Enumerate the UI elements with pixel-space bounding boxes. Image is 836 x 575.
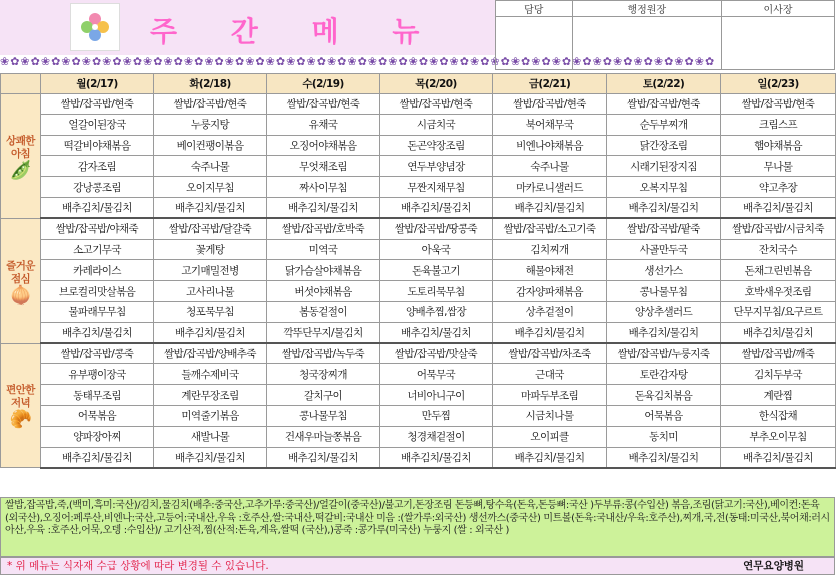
menu-item-cell: 북어채무국 xyxy=(493,114,607,135)
menu-item-cell: 순두부찌개 xyxy=(607,114,721,135)
menu-item-cell: 동치미 xyxy=(607,426,721,447)
menu-row xyxy=(1,197,836,218)
approval-sign-cell xyxy=(721,17,834,70)
menu-item-cell: 쌀밥/잡곡밥/야채죽 xyxy=(41,218,154,239)
menu-item-cell: 쌀밥/잡곡밥/땅콩죽 xyxy=(380,218,493,239)
meal-label-line: 상쾌한 xyxy=(6,134,35,147)
menu-item-cell: 닭가슴살야채볶음 xyxy=(267,260,380,281)
menu-item-cell: 감자양파채볶음 xyxy=(493,281,607,302)
menu-item-cell: 무짠지채무침 xyxy=(380,177,493,198)
menu-item-cell: 어묵볶음 xyxy=(607,405,721,426)
menu-item-cell: 배추김치/물김치 xyxy=(154,322,267,343)
menu-item-cell: 마카로니샐러드 xyxy=(493,177,607,198)
menu-item-cell: 너비아니구이 xyxy=(380,385,493,406)
menu-item-cell: 약고추장 xyxy=(721,177,836,198)
onion-icon: 🧅 xyxy=(9,284,32,306)
menu-item-cell: 쌀밥/잡곡밥/콩죽 xyxy=(41,343,154,364)
meal-header-cell xyxy=(1,74,41,94)
title-band xyxy=(0,0,495,55)
menu-item-cell: 도토리묵무침 xyxy=(380,281,493,302)
menu-item-cell: 부추오이무침 xyxy=(721,426,836,447)
menu-item-cell: 돈곤약장조림 xyxy=(380,135,493,156)
menu-row xyxy=(1,239,836,260)
flower-logo-icon xyxy=(70,3,120,51)
menu-item-cell: 배추김치/물김치 xyxy=(721,447,836,468)
menu-item-cell: 사골만두국 xyxy=(607,239,721,260)
menu-row xyxy=(1,426,836,447)
menu-item-cell: 잔치국수 xyxy=(721,239,836,260)
grape-vine-decoration: ❀✿❀✿❀✿❀✿❀✿❀✿❀✿❀✿❀✿❀✿❀✿❀✿❀✿❀✿❀✿❀✿❀✿❀✿❀✿❀✿❀✿❀✿❀✿❀✿❀✿❀✿❀✿❀✿❀✿❀✿❀✿❀✿❀✿❀✿❀✿ xyxy=(0,55,716,68)
menu-item-cell: 시래기된장지짐 xyxy=(607,156,721,177)
menu-item-cell: 햄야채볶음 xyxy=(721,135,836,156)
menu-row xyxy=(1,156,836,177)
menu-item-cell: 어묵무국 xyxy=(380,364,493,385)
menu-item-cell: 오이지무침 xyxy=(154,177,267,198)
menu-item-cell: 새발나물 xyxy=(154,426,267,447)
menu-item-cell: 배추김치/물김치 xyxy=(267,197,380,218)
day-header-cell: 목(2/20) xyxy=(380,74,493,94)
menu-item-cell: 한식잡채 xyxy=(721,405,836,426)
menu-item-cell: 짜사이무침 xyxy=(267,177,380,198)
menu-item-cell: 마파두부조림 xyxy=(493,385,607,406)
menu-item-cell: 숙주나물 xyxy=(154,156,267,177)
bread-icon: 🥐 xyxy=(9,409,32,431)
menu-row xyxy=(1,405,836,426)
approval-director: 행정원장 xyxy=(572,1,721,17)
day-header-row xyxy=(1,74,836,94)
day-header-cell: 수(2/19) xyxy=(267,74,380,94)
menu-item-cell: 김치찌개 xyxy=(493,239,607,260)
weekly-menu-table xyxy=(0,73,836,469)
origin-notes: 쌀밥,잡곡밥,죽,(백미,흑미:국산)/김치,물김치(배추:중국산,고추가루:중국산)/얼갈이(중국산)/불고기,돈장조림 돈등뼈,탕수육(돈육,돈등뼈:국산 )두부류:콩(수입산) 볶음,조림(닭고기:국산),베이컨:돈육(외국산),오징어:페루산,비엔나:국산,고등어:국내산,우육 :호주산,쌀:국내산,떡갈비:국내산 미음 :(쌀가루:외국산) 생선까스(중국산) 미트볼(돈육:국내산/우육:호주산),찌개,국,전(동태:미국산,북어채:러시아산,우육 :호주산,어묵,오뎅 :수입산)/ 고기산적,찜(산적:돈육,계육,쌀떡 (국산),)콩죽 :콩가루(미국산) 누룽지 (쌀 : 외국산 ) xyxy=(0,497,835,557)
menu-item-cell: 배추김치/물김치 xyxy=(41,322,154,343)
menu-item-cell: 카레라이스 xyxy=(41,260,154,281)
menu-item-cell: 청포묵무침 xyxy=(154,301,267,322)
menu-item-cell: 배추김치/물김치 xyxy=(380,197,493,218)
menu-item-cell: 콩나물무침 xyxy=(267,405,380,426)
meal-label-cell xyxy=(1,218,41,343)
menu-row xyxy=(1,135,836,156)
menu-item-cell: 쌀밥/잡곡밥/녹두죽 xyxy=(267,343,380,364)
menu-item-cell: 배추김치/물김치 xyxy=(380,447,493,468)
menu-row xyxy=(1,114,836,135)
change-notice: * 위 메뉴는 식자재 수급 상황에 따라 변경될 수 있습니다. xyxy=(7,560,269,572)
menu-item-cell: 버섯야채볶음 xyxy=(267,281,380,302)
menu-item-cell: 건새우마늘쫑볶음 xyxy=(267,426,380,447)
day-header-cell: 금(2/21) xyxy=(493,74,607,94)
menu-item-cell: 토란감자탕 xyxy=(607,364,721,385)
menu-row xyxy=(1,322,836,343)
menu-item-cell: 양파장아찌 xyxy=(41,426,154,447)
menu-item-cell: 쌀밥/잡곡밥/소고기죽 xyxy=(493,218,607,239)
menu-item-cell: 떡갈비야채볶음 xyxy=(41,135,154,156)
menu-item-cell: 쌀밥/잡곡밥/현죽 xyxy=(607,94,721,115)
menu-item-cell: 쌀밥/잡곡밥/현죽 xyxy=(493,94,607,115)
menu-item-cell: 무나물 xyxy=(721,156,836,177)
meal-label-line: 점심 xyxy=(10,272,31,285)
menu-item-cell: 쌀밥/잡곡밥/현죽 xyxy=(41,94,154,115)
menu-item-cell: 시금치국 xyxy=(380,114,493,135)
menu-item-cell: 꽃게탕 xyxy=(154,239,267,260)
menu-row xyxy=(1,94,836,115)
menu-item-cell: 크림스프 xyxy=(721,114,836,135)
menu-item-cell: 오징어야채볶음 xyxy=(267,135,380,156)
menu-item-cell: 미역국 xyxy=(267,239,380,260)
menu-row xyxy=(1,385,836,406)
page-title: 주 간 메 뉴 xyxy=(150,15,442,48)
menu-item-cell: 배추김치/물김치 xyxy=(41,197,154,218)
menu-item-cell: 닭간장조림 xyxy=(607,135,721,156)
menu-body xyxy=(1,94,836,468)
header xyxy=(0,0,835,70)
menu-item-cell: 배추김치/물김치 xyxy=(493,197,607,218)
menu-item-cell: 콩나물무침 xyxy=(607,281,721,302)
meal-label-cell xyxy=(1,343,41,468)
meal-label-line: 편안한 xyxy=(6,384,35,397)
menu-row xyxy=(1,177,836,198)
meal-label-line: 즐거운 xyxy=(6,259,35,272)
menu-item-cell: 배추김치/물김치 xyxy=(154,447,267,468)
meal-label-line: 아침 xyxy=(10,147,31,160)
menu-item-cell: 동태무조림 xyxy=(41,385,154,406)
menu-item-cell: 만두찜 xyxy=(380,405,493,426)
menu-item-cell: 단무지무침/요구르트 xyxy=(721,301,836,322)
menu-item-cell: 들깨수제비국 xyxy=(154,364,267,385)
meal-label-line: 저녁 xyxy=(10,397,31,410)
approval-box xyxy=(495,0,835,70)
menu-item-cell: 근대국 xyxy=(493,364,607,385)
menu-item-cell: 강낭콩조림 xyxy=(41,177,154,198)
peas-icon: 🫛 xyxy=(9,159,32,181)
menu-item-cell: 고기매밀전병 xyxy=(154,260,267,281)
approval-chairman: 이사장 xyxy=(721,1,834,17)
menu-item-cell: 배추김치/물김치 xyxy=(721,322,836,343)
footer xyxy=(0,557,835,575)
menu-item-cell: 배추김치/물김치 xyxy=(607,197,721,218)
approval-manager: 담당 xyxy=(496,1,573,17)
menu-item-cell: 시금치나물 xyxy=(493,405,607,426)
menu-item-cell: 배추김치/물김치 xyxy=(380,322,493,343)
menu-item-cell: 비엔나야채볶음 xyxy=(493,135,607,156)
menu-item-cell: 쌀밥/잡곡밥/깨죽 xyxy=(721,343,836,364)
menu-item-cell: 해물야채전 xyxy=(493,260,607,281)
menu-item-cell: 어묵볶음 xyxy=(41,405,154,426)
menu-item-cell: 깍뚜단무지/물김치 xyxy=(267,322,380,343)
menu-item-cell: 쌀밥/잡곡밥/현죽 xyxy=(154,94,267,115)
menu-item-cell: 돈육불고기 xyxy=(380,260,493,281)
hospital-name: 연무요양병원 xyxy=(743,560,804,572)
menu-item-cell: 미역줄기볶음 xyxy=(154,405,267,426)
menu-item-cell: 쌀밥/잡곡밥/달걀죽 xyxy=(154,218,267,239)
menu-item-cell: 청경채겉절이 xyxy=(380,426,493,447)
menu-item-cell: 배추김치/물김치 xyxy=(41,447,154,468)
menu-item-cell: 아욱국 xyxy=(380,239,493,260)
menu-item-cell: 쌀밥/잡곡밥/차조죽 xyxy=(493,343,607,364)
menu-item-cell: 호박새우젓조림 xyxy=(721,281,836,302)
menu-item-cell: 돈채그린빈볶음 xyxy=(721,260,836,281)
menu-item-cell: 오이피클 xyxy=(493,426,607,447)
menu-item-cell: 배추김치/물김치 xyxy=(493,447,607,468)
menu-item-cell: 유채국 xyxy=(267,114,380,135)
menu-item-cell: 고사리나물 xyxy=(154,281,267,302)
menu-item-cell: 배추김치/물김치 xyxy=(607,447,721,468)
menu-item-cell: 누룽지탕 xyxy=(154,114,267,135)
menu-row xyxy=(1,343,836,364)
menu-item-cell: 쌀밥/잡곡밥/맛살죽 xyxy=(380,343,493,364)
menu-item-cell: 쌀밥/잡곡밥/누룽지죽 xyxy=(607,343,721,364)
day-header-cell: 토(2/22) xyxy=(607,74,721,94)
menu-item-cell: 생선가스 xyxy=(607,260,721,281)
menu-item-cell: 유부팽이장국 xyxy=(41,364,154,385)
menu-item-cell: 소고기무국 xyxy=(41,239,154,260)
menu-item-cell: 봄동겉절이 xyxy=(267,301,380,322)
menu-item-cell: 돈육김치볶음 xyxy=(607,385,721,406)
menu-item-cell: 쌀밥/잡곡밥/현죽 xyxy=(267,94,380,115)
menu-item-cell: 배추김치/물김치 xyxy=(607,322,721,343)
day-header-cell: 일(2/23) xyxy=(721,74,836,94)
menu-row xyxy=(1,281,836,302)
menu-item-cell: 갈치구이 xyxy=(267,385,380,406)
menu-row xyxy=(1,447,836,468)
menu-item-cell: 쌀밥/잡곡밥/팥죽 xyxy=(607,218,721,239)
menu-item-cell: 계란찜 xyxy=(721,385,836,406)
menu-item-cell: 쌀밥/잡곡밥/현죽 xyxy=(721,94,836,115)
day-header-cell: 화(2/18) xyxy=(154,74,267,94)
approval-sign-cell xyxy=(496,17,573,70)
menu-item-cell: 상추겉절이 xyxy=(493,301,607,322)
meal-label-cell xyxy=(1,94,41,219)
menu-item-cell: 배추김치/물김치 xyxy=(721,197,836,218)
menu-item-cell: 쌀밥/잡곡밥/현죽 xyxy=(380,94,493,115)
menu-row xyxy=(1,301,836,322)
menu-row xyxy=(1,260,836,281)
menu-item-cell: 무엇채조림 xyxy=(267,156,380,177)
menu-item-cell: 베이컨팽이볶음 xyxy=(154,135,267,156)
menu-item-cell: 쌀밥/잡곡밥/시금치죽 xyxy=(721,218,836,239)
approval-sign-cell xyxy=(572,17,721,70)
menu-item-cell: 오복지무침 xyxy=(607,177,721,198)
menu-item-cell: 배추김치/물김치 xyxy=(267,447,380,468)
menu-item-cell: 물파래무무침 xyxy=(41,301,154,322)
menu-item-cell: 감자조림 xyxy=(41,156,154,177)
menu-item-cell: 양상추샐러드 xyxy=(607,301,721,322)
menu-item-cell: 배추김치/물김치 xyxy=(154,197,267,218)
menu-item-cell: 청국장찌개 xyxy=(267,364,380,385)
menu-item-cell: 계란무장조림 xyxy=(154,385,267,406)
menu-item-cell: 숙주나물 xyxy=(493,156,607,177)
menu-item-cell: 연두부양념장 xyxy=(380,156,493,177)
menu-item-cell: 얼갈이된장국 xyxy=(41,114,154,135)
menu-item-cell: 쌀밥/잡곡밥/호박죽 xyxy=(267,218,380,239)
menu-item-cell: 배추김치/물김치 xyxy=(493,322,607,343)
menu-item-cell: 쌀밥/잡곡밥/양배추죽 xyxy=(154,343,267,364)
day-header-cell: 월(2/17) xyxy=(41,74,154,94)
menu-row xyxy=(1,364,836,385)
menu-item-cell: 양배추찜,쌈장 xyxy=(380,301,493,322)
menu-row xyxy=(1,218,836,239)
menu-item-cell: 브로컬리맛살볶음 xyxy=(41,281,154,302)
menu-item-cell: 김치두부국 xyxy=(721,364,836,385)
